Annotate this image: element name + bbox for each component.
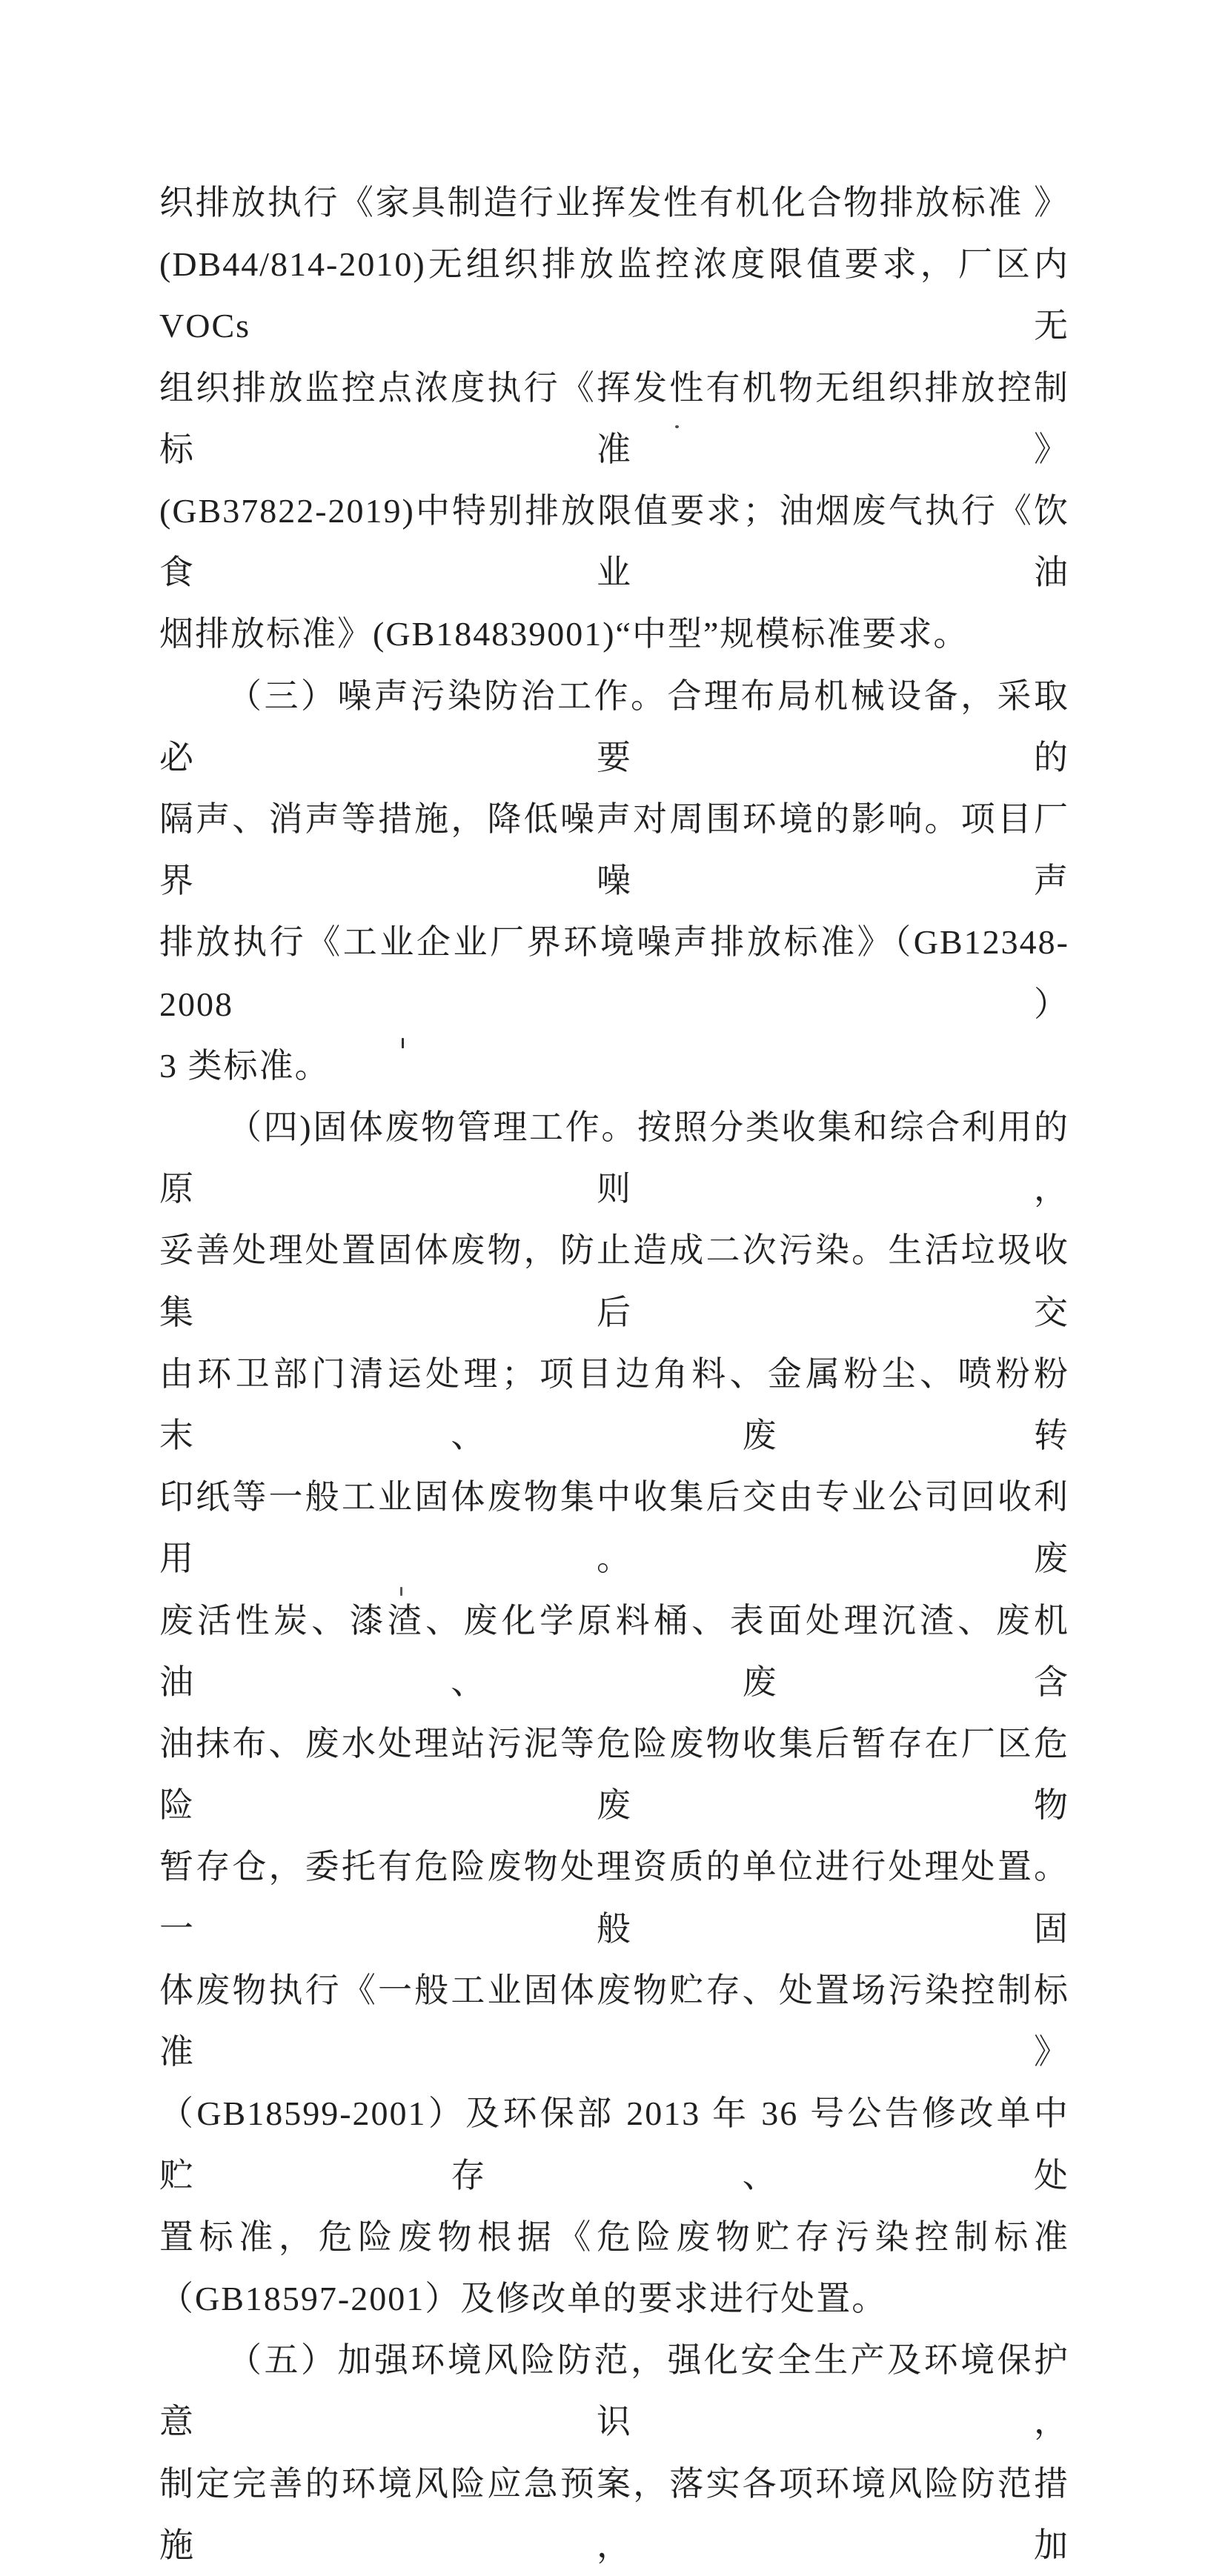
text-line: 隔声、消声等措施，降低噪声对周围环境的影响。项目厂界噪声 [159,800,1069,900]
text-line: （GB18599-2001）及环保部 2013 年 36 号公告修改单中贮存、处 [159,2094,1069,2194]
text-line: 织排放执行《家具制造行业挥发性有机化合物排放标准 》 [159,184,1069,222]
scan-tick-mark [400,1587,402,1596]
text-line: 暂存仓，委托有危险废物处理资质的单位进行处理处置。一般固 [159,1848,1069,1948]
text-line: 置标准，危险废物根据《危险废物贮存污染控制标准 [159,2217,1069,2256]
text-line: 妥善处理处置固体废物，防止造成二次污染。生活垃圾收集后交 [159,1231,1069,1331]
text-line: 烟排放标准》(GB184839001)“中型”规模标准要求。 [159,615,969,653]
text-line: 制定完善的环境风险应急预案，落实各项环境风险防范措施，加 [159,2464,1069,2564]
text-line: 印纸等一般工业固体废物集中收集后交由专业公司回收利用。废 [159,1478,1069,1578]
text-line: (DB44/814-2010)无组织排放监控浓度限值要求，厂区内 VOCs 无 [159,245,1080,345]
scan-speck [675,425,679,428]
text-line: 油抹布、废水处理站污泥等危险废物收集后暂存在厂区危险废物 [159,1725,1069,1825]
text-line: 由环卫部门清运处理；项目边角料、金属粉尘、喷粉粉末、废转 [159,1354,1069,1455]
text-line: 废活性炭、漆渣、废化学原料桶、表面处理沉渣、废机油、废含 [159,1601,1069,1701]
text-line: 排放执行《工业企业厂界环境噪声排放标准》（GB12348-2008） [159,923,1069,1023]
text-line-paragraph-start: （三）噪声污染防治工作。合理布局机械设备，采取必要的 [159,676,1069,776]
document-body-text [159,172,1080,2576]
text-line-paragraph-start: （五）加强环境风险防范，强化安全生产及环境保护意识， [159,2341,1069,2441]
text-line: (GB37822-2019)中特别排放限值要求；油烟废气执行《饮食业油 [159,492,1069,592]
text-line: 体废物执行《一般工业固体废物贮存、处置场污染控制标准》 [159,1971,1069,2071]
text-line: 3 类标准。 [159,1046,331,1085]
text-line-paragraph-start: （四)固体废物管理工作。按照分类收集和综合利用的原则， [159,1108,1069,1208]
scan-tick-mark [402,1038,404,1048]
text-line: 组织排放监控点浓度执行《挥发性有机物无组织排放控制标准》 [159,368,1069,468]
text-line: （GB18597-2001）及修改单的要求进行处置。 [159,2279,888,2317]
